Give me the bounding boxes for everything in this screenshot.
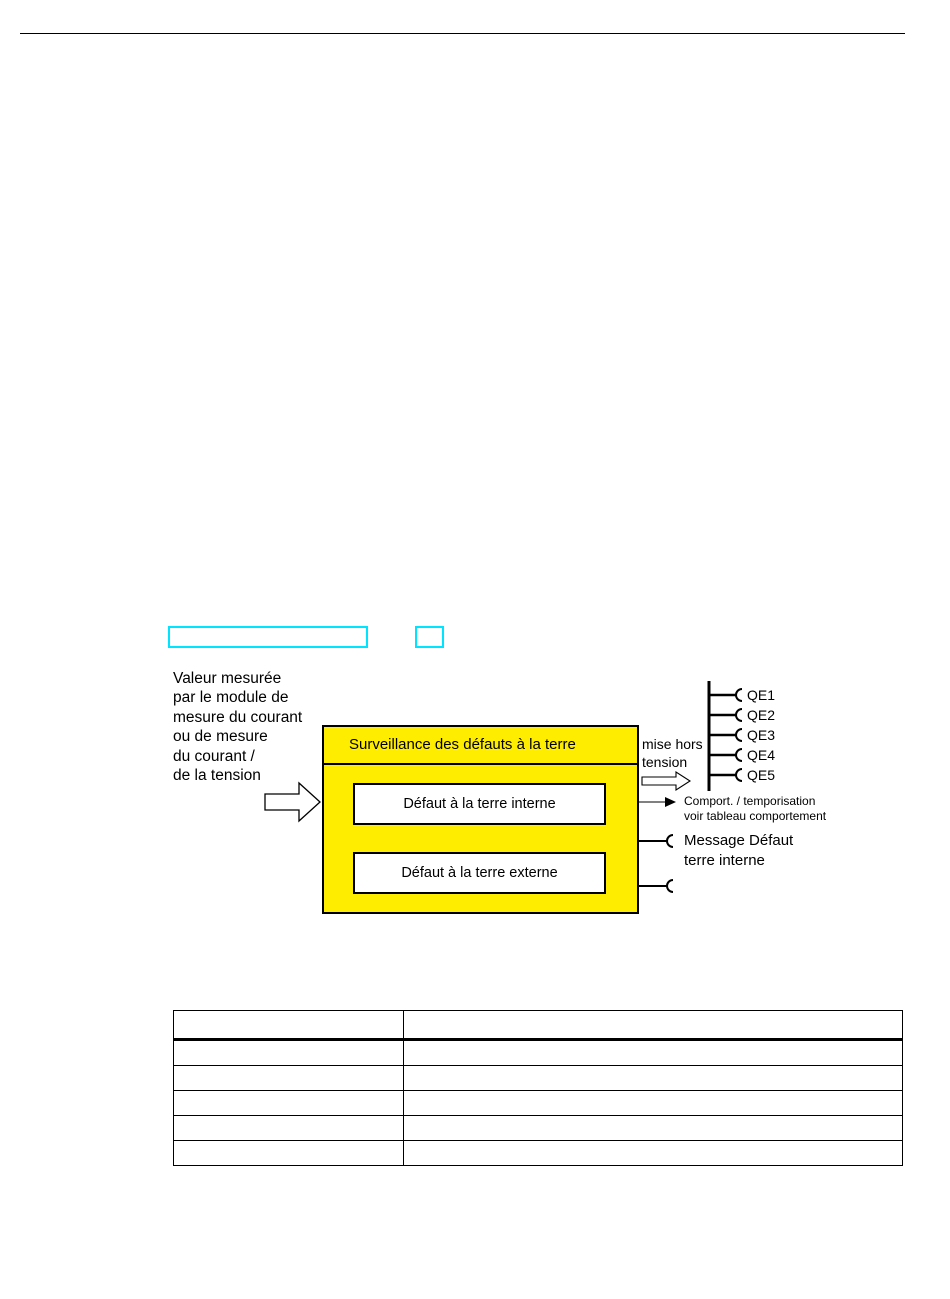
behavior-note [684,794,826,823]
table-cell [174,1011,404,1040]
bus-tap-qe5 [709,769,742,781]
internal-earth-fault-box: Défaut à la terre interne [353,783,606,825]
table-header-row [174,1011,903,1040]
behavior-note-line: voir tableau comportement [684,808,827,823]
signal-arrowhead-icon [665,797,676,807]
message-line: Message Défaut [684,832,794,849]
internal-fault-message-label [684,831,793,871]
bus-tap-qe1 [709,689,742,701]
table-row [174,1091,903,1116]
trip-arrow-icon [642,772,690,790]
table-row [174,1040,903,1066]
table-cell [174,1141,404,1166]
trip-label-line: tension [642,753,688,770]
table-cell [404,1040,903,1066]
block-title: Surveillance des défauts à la terre [349,736,576,753]
trip-label [642,736,703,771]
input-label-line: par le module de [173,689,289,707]
external-earth-fault-box: Défaut à la terre externe [353,852,606,894]
message-line: terre interne [684,852,765,869]
input-label-line: de la tension [173,766,261,784]
block-divider [324,763,637,765]
table-row [174,1116,903,1141]
table-cell [404,1011,903,1040]
behavior-note-line: Comport. / temporisation [684,794,816,808]
input-label-line: Valeur mesurée [173,670,282,687]
bus-tap-qe3 [709,729,742,741]
table-cell [404,1116,903,1141]
bus-output-qe3: QE3 [747,727,776,743]
table-cell [174,1091,404,1116]
input-label-line: mesure du courant [173,708,303,726]
earth-fault-monitoring-block [322,725,639,914]
input-label-line: du courant / [173,747,255,765]
message-socket-icon [667,835,673,847]
table-row [174,1066,903,1091]
table-cell [174,1116,404,1141]
table-cell [174,1066,404,1091]
bus-output-qe4: QE4 [747,747,776,763]
table-cell [404,1141,903,1166]
parameter-table [173,1010,903,1166]
bus-output-qe5: QE5 [747,767,776,783]
table-cell [174,1040,404,1066]
spare-socket-icon [667,880,673,892]
bus-tap-qe4 [709,749,742,761]
input-label-line: ou de mesure [173,728,268,746]
bus-output-qe1: QE1 [747,687,776,703]
bus-output-qe2: QE2 [747,707,776,723]
table-cell [404,1066,903,1091]
trip-label-line: mise hors [642,736,703,752]
bus-tap-qe2 [709,709,742,721]
table-cell [404,1091,903,1116]
table-row [174,1141,903,1166]
input-arrow-icon [265,783,320,821]
